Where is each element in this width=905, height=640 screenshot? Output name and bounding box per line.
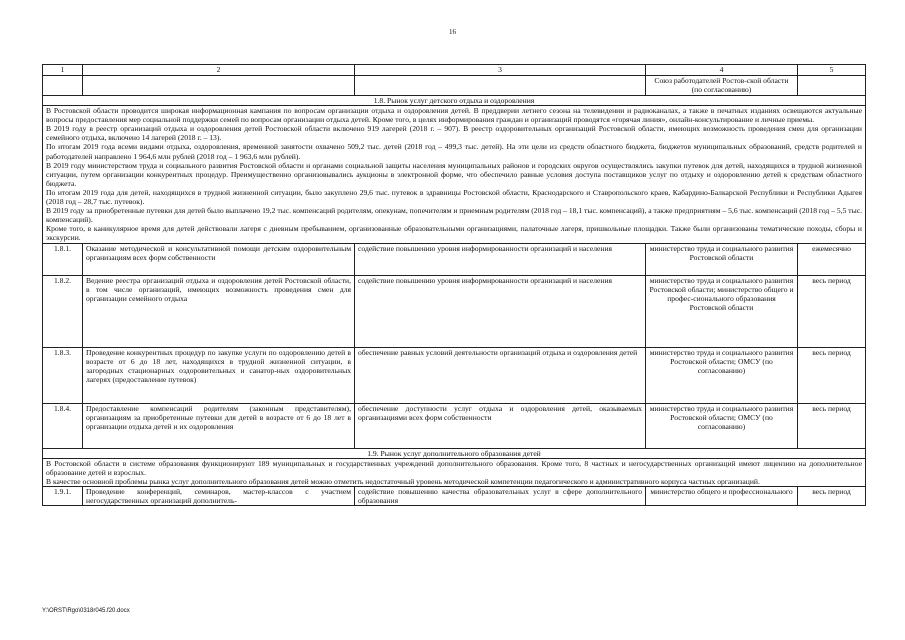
header-cell: 2 xyxy=(83,65,355,76)
row-number: 1.8.4. xyxy=(43,403,83,448)
paragraph: В 2019 году в реестр организаций отдыха и оздоровления детей Ростовской области включено 919 лагерей (2018 г. – 907). В реестр оздоровительных организаций Ростовской области, имеющих возможность проведения смен для организации семейного отдыха, включено 14 лагерей (2018 г. – 13). xyxy=(46,124,862,143)
executor-cell: Союз работодателей Ростов-ской области (по согласованию) xyxy=(646,76,798,96)
table-row xyxy=(43,403,866,448)
executor-cell: министерство труда и социального развития Ростовской области xyxy=(646,243,798,275)
paragraph: По итогам 2019 года всеми видами отдыха, оздоровления, временной занятости охвачено 509,2 тыс. детей (2018 год – 499,3 тыс. детей). На эти цели из средств областного бюджета, бюджетов муниципальных образований, средств родителей и работодателей направлено 1 964,6 млн рублей (2018 год – 1 963,6 млн рублей). xyxy=(46,142,862,161)
table-row xyxy=(43,76,866,96)
paragraph: В качестве основной проблемы рынка услуг дополнительного образования детей можно отметить недостаточный уровень методической компетенции педагогического и административного корпуса частных организаций. xyxy=(46,476,760,486)
executor-cell: министерство труда и социального развития Ростовской области; ОМСУ (по согласованию) xyxy=(646,347,798,403)
term-cell: ежемесячно xyxy=(798,243,866,275)
paragraph: Кроме того, в каникулярное время для детей действовали лагеря с дневным пребыванием, организованные образовательными организациями, палаточные лагеря, пришкольные площадки. Также были организованы тематические походы, сборы и экскурсии. xyxy=(46,224,862,243)
table-row xyxy=(43,243,866,275)
file-path-footer: Y:\ORST\Rgo\0318r045.f20.docx xyxy=(42,608,130,614)
section-text-row xyxy=(43,458,866,486)
term-cell: весь период xyxy=(798,403,866,448)
result-cell: содействие повышению уровня информированности организаций и населения xyxy=(355,275,646,347)
row-number: 1.8.1. xyxy=(43,243,83,275)
measure-cell: Проведение конференций, семинаров, мастер-классов с участием негосударственных организаций дополнитель- xyxy=(83,486,355,505)
measure-cell: Ведение реестра организаций отдыха и оздоровления детей Ростовской области, в том числе организаций, имеющих возможность проведения смен для организации семейного отдыха xyxy=(83,275,355,347)
result-cell: обеспечение доступности услуг отдыха и оздоровления детей, оказываемых организациями всех форм собственности xyxy=(355,403,646,448)
row-number: 1.8.3. xyxy=(43,347,83,403)
paragraph: В 2019 году министерством труда и социального развития Ростовской области и органами социальной защиты населения муниципальных районов и городских округов осуществлялись закупки путевок для детей, находящихся в трудной жизненной ситуации, путем организации конкурентных процедур. Преимущественно организовывались аукционы в электронной форме, что обеспечило равные условия доступа поставщиков услуг по отдыху и оздоровлению детей к средствам областного бюджета. xyxy=(46,160,862,188)
paragraph: По итогам 2019 года для детей, находящихся в трудной жизненной ситуации, было закуплено 29,6 тыс. путевок в здравницы Ростовской области, Краснодарского и Ставропольского краев, Кабардино-Балкарской Республики и Республики Адыгея (2018 год – 28,7 тыс. путевок). xyxy=(46,187,862,207)
header-cell: 3 xyxy=(355,65,646,76)
section-title: 1.9. Рынок услуг дополнительного образования детей xyxy=(43,448,866,458)
row-number: 1.8.2. xyxy=(43,275,83,347)
executor-cell: министерство общего и профессионального xyxy=(646,486,798,505)
paragraph: В Ростовской области проводится широкая информационная кампания по вопросам организации отдыха и оздоровления детей. В преддверии летнего сезона на телевидении и радиоканалах, а также в печатных изданиях освещаются актуальные вопросы предоставления мер социальной поддержки семей по вопросам организации отдыха детей. Кроме того, в целях информирования граждан и организаций проводятся «горячая линия», онлайн-консультирование и личные приемы. xyxy=(46,106,862,125)
executor-cell: министерство труда и социального развития Ростовской области; ОМСУ (по согласованию) xyxy=(646,403,798,448)
section-text xyxy=(43,106,866,243)
header-row xyxy=(43,65,866,76)
section-text xyxy=(43,458,866,486)
section-title: 1.8. Рынок услуг детского отдыха и оздоровления xyxy=(43,96,866,106)
measures-table xyxy=(42,64,866,506)
result-cell: содействие повышению уровня информированности организаций и населения xyxy=(355,243,646,275)
paragraph: В 2019 году за приобретенные путевки для детей было выплачено 19,2 тыс. компенсаций родителям, опекунам, попечителям и приемным родителям (2018 год – 18,1 тыс. компенсаций), а также предприятиям – 5,6 тыс. компенсаций (2018 год – 5,5 тыс. компенсаций). xyxy=(46,206,862,225)
header-cell: 1 xyxy=(43,65,83,76)
page-number: 16 xyxy=(449,28,456,36)
row-number: 1.9.1. xyxy=(43,486,83,505)
result-cell: обеспечение равных условий деятельности организаций отдыха и оздоровления детей xyxy=(355,347,646,403)
executor-cell: министерство труда и социального развития Ростовской области; министерство общего и профес-сионального образования Ростовской области xyxy=(646,275,798,347)
term-cell: весь период xyxy=(798,486,866,505)
term-cell: весь период xyxy=(798,347,866,403)
table-row xyxy=(43,275,866,347)
header-cell: 4 xyxy=(646,65,798,76)
paragraph: В Ростовской области в системе образования функционируют 189 муниципальных и государственных учреждений дополнительного образования. Кроме того, 8 частных и негосударственных организаций имеют лицензию на дополнительное образование детей и взрослых. xyxy=(46,458,862,477)
result-cell: содействие повышению качества образовательных услуг в сфере дополнительного образования xyxy=(355,486,646,505)
table-row xyxy=(43,347,866,403)
term-cell: весь период xyxy=(798,275,866,347)
measure-cell: Оказание методической и консультативной помощи детским оздоровительным организациям всех форм собственности xyxy=(83,243,355,275)
table-row xyxy=(43,486,866,505)
measure-cell: Проведение конкурентных процедур по закупке услуги по оздоровлению детей в возрасте от 6 до 18 лет, находящихся в трудной жизненной ситуации, в загородных стационарных оздоровительных и санатор-ных оздоровительных лагерях (предоставление путевок) xyxy=(83,347,355,403)
header-cell: 5 xyxy=(798,65,866,76)
measure-cell: Предоставление компенсаций родителям (законным представителям), организациям за приобретенные путевки для детей в возрасте от 6 до 18 лет в организации отдыха детей и их оздоровления xyxy=(83,403,355,448)
section-title-row xyxy=(43,448,866,458)
section-text-row xyxy=(43,106,866,243)
section-title-row xyxy=(43,96,866,106)
